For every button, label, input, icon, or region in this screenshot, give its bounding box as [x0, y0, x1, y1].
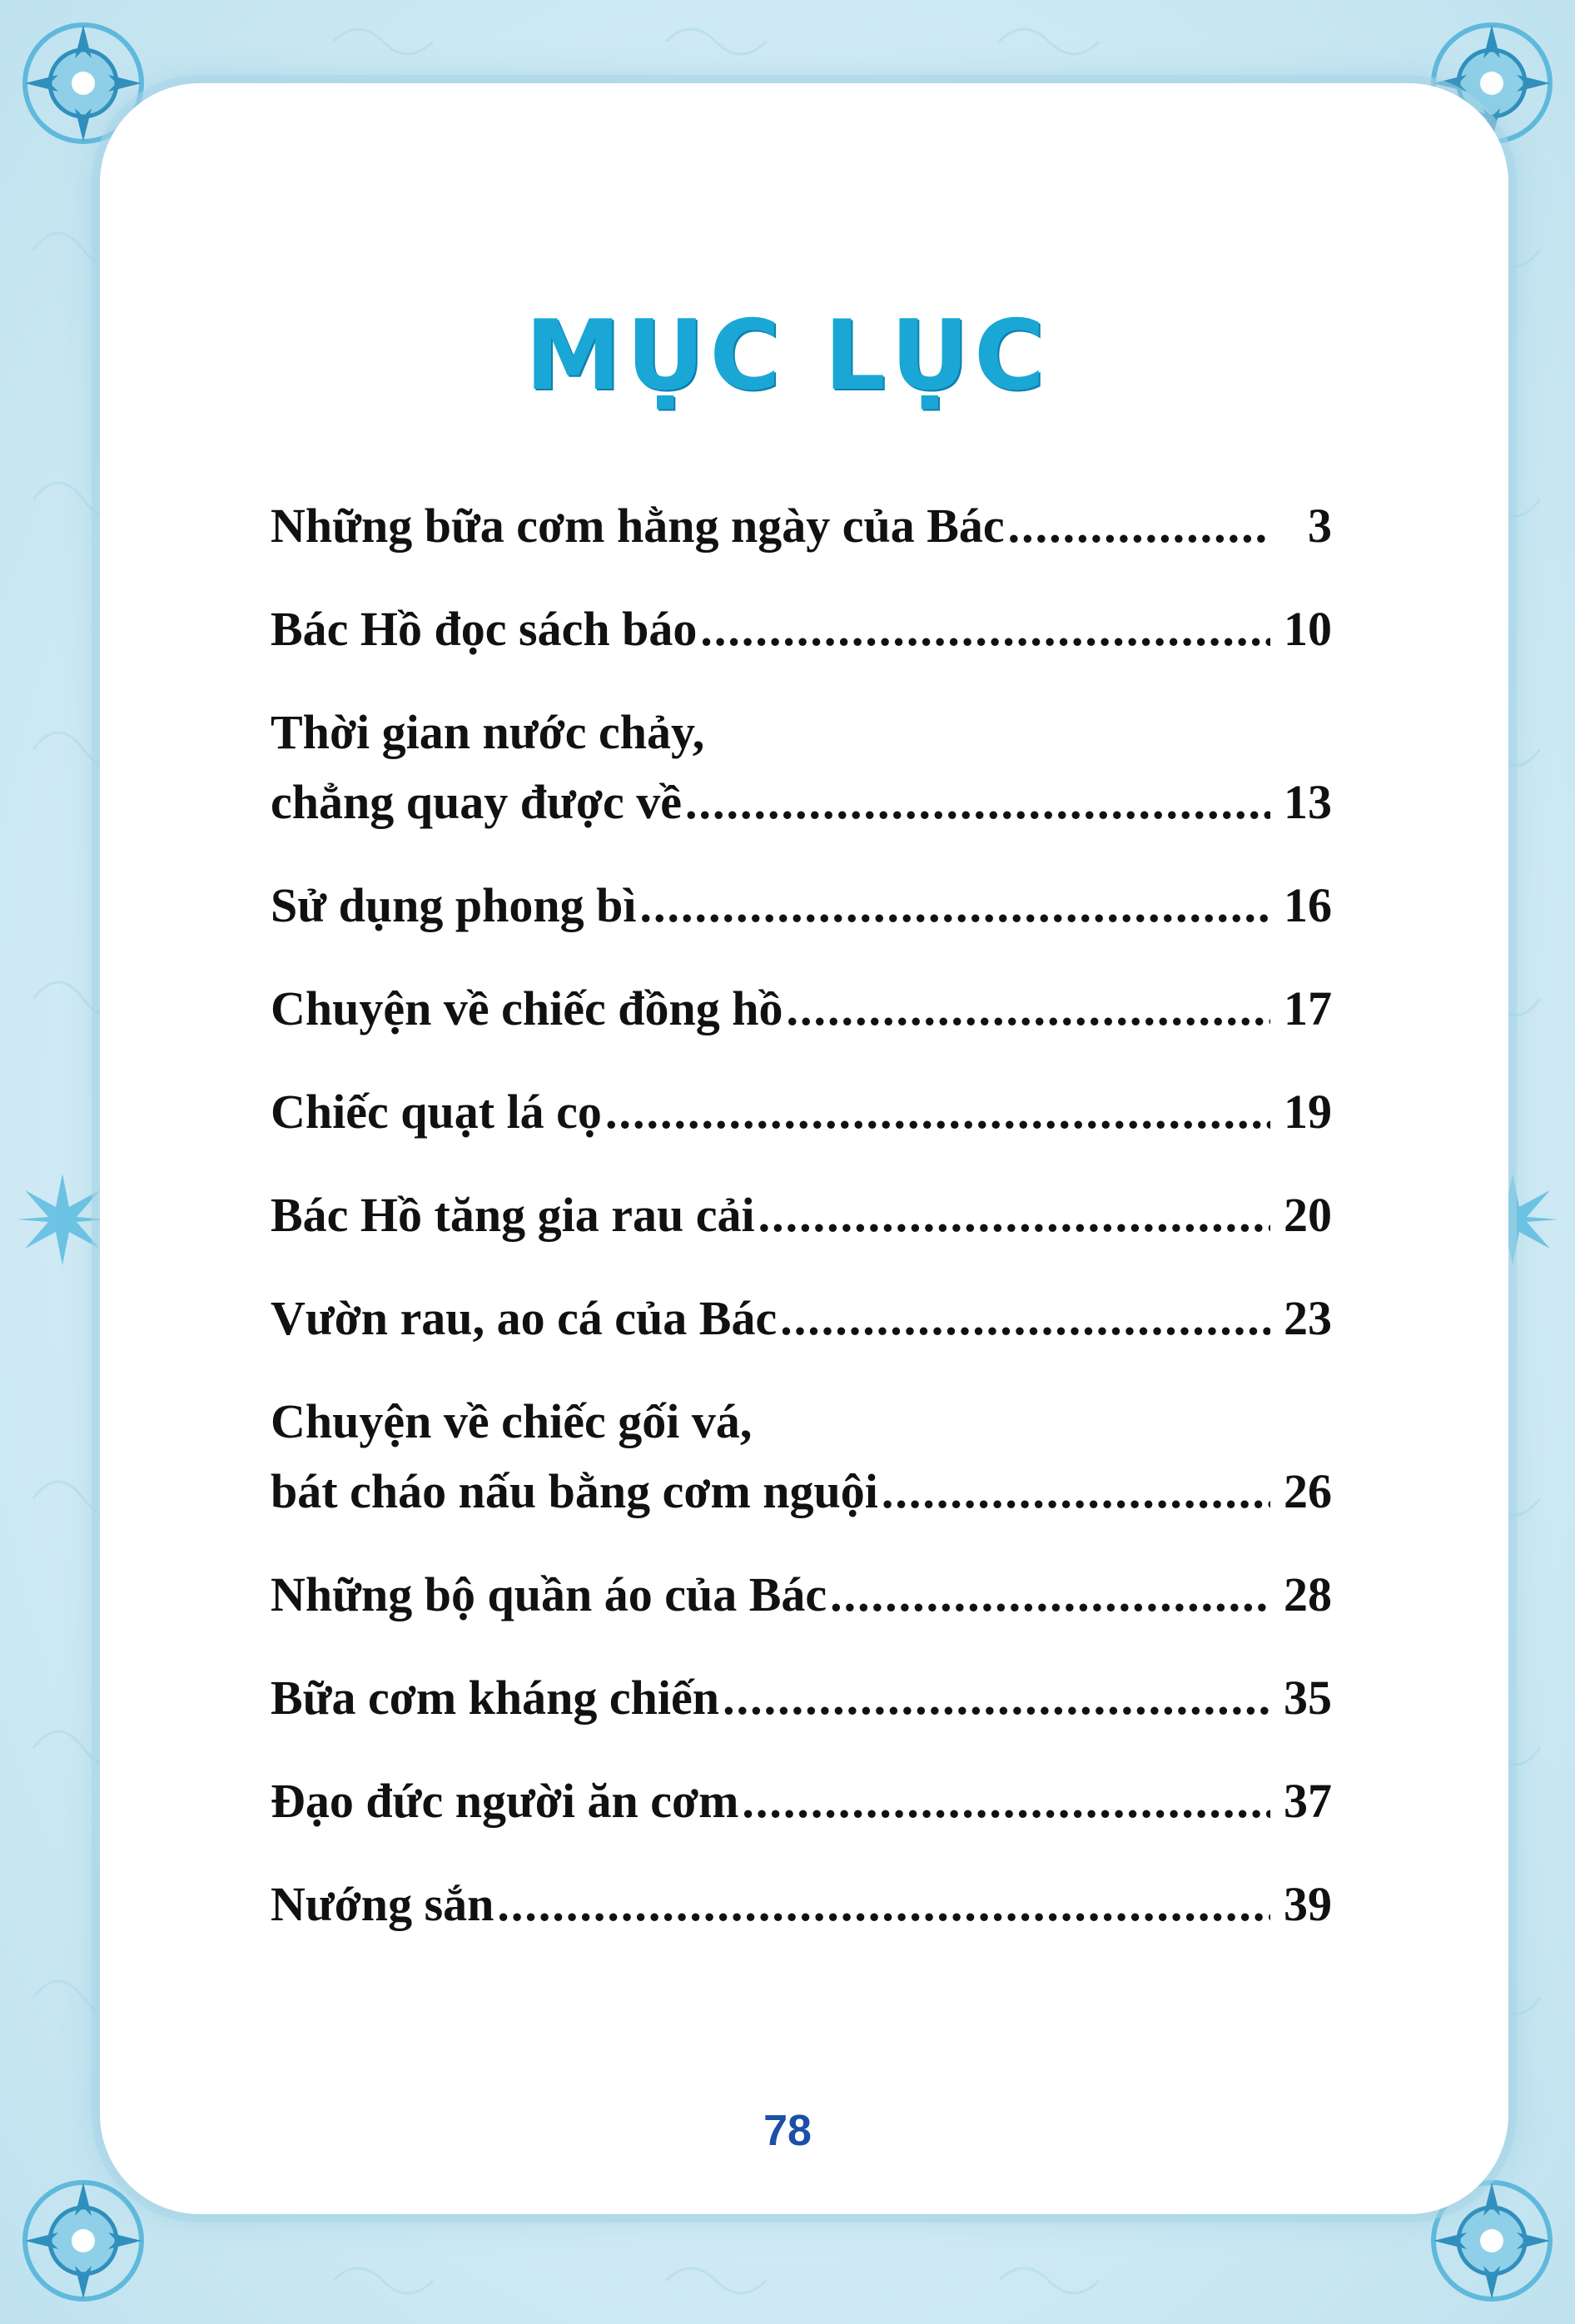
toc-entry: [271, 871, 1332, 941]
toc-entry-page: 16: [1284, 878, 1332, 932]
toc-dot-leader: [1008, 491, 1270, 561]
toc-entry-page: 28: [1284, 1567, 1332, 1621]
toc-entry: [271, 1560, 1332, 1630]
toc-entry-page: 23: [1284, 1291, 1332, 1345]
toc-entry-page: 13: [1284, 775, 1332, 829]
toc-entry-line: [271, 1077, 1332, 1147]
toc-entry-line: [271, 1284, 1332, 1353]
toc-entry-title: Sử dụng phong bì: [271, 878, 637, 932]
toc-dot-leader: [700, 594, 1270, 664]
toc-entry-title: Những bữa cơm hằng ngày của Bác: [271, 499, 1005, 553]
toc-entry-title: Bác Hồ tăng gia rau cải: [271, 1188, 755, 1242]
toc-entry: [271, 1077, 1332, 1147]
toc-entry-line: [271, 1870, 1332, 1939]
toc-entry: [271, 594, 1332, 664]
toc-entry-page: 39: [1284, 1877, 1332, 1931]
page-number: 78: [763, 2107, 812, 2155]
toc-entry: [271, 1180, 1332, 1250]
toc-entry-title: Bác Hồ đọc sách báo: [271, 602, 698, 656]
toc-entry-title-line: Chuyện về chiếc gối vá,: [271, 1394, 753, 1448]
toc-entry-line: [271, 594, 1332, 664]
toc-entry: [271, 1387, 1332, 1527]
toc-entry-page: 19: [1284, 1085, 1332, 1139]
toc-entry-page: 35: [1284, 1671, 1332, 1725]
table-of-contents: [271, 491, 1332, 1973]
toc-dot-leader: [605, 1077, 1270, 1147]
toc-entry-line: [271, 1663, 1332, 1733]
toc-entry-page: 26: [1284, 1464, 1332, 1518]
toc-dot-leader: [497, 1870, 1270, 1939]
toc-entry-line: [271, 1766, 1332, 1836]
toc-entry-line: [271, 871, 1332, 941]
toc-entry-line: [271, 974, 1332, 1044]
toc-entry-page: 10: [1284, 602, 1332, 656]
toc-entry-line: [271, 1180, 1332, 1250]
toc-entry-title: Nướng sắn: [271, 1877, 494, 1931]
toc-entry: [271, 1284, 1332, 1353]
toc-dot-leader: [639, 871, 1270, 941]
toc-entry-title-line: Thời gian nước chảy,: [271, 705, 705, 759]
toc-entry-page: 37: [1284, 1774, 1332, 1828]
star-ornament-icon: [17, 1174, 108, 1265]
toc-entry-title: bát cháo nấu bằng cơm nguội: [271, 1464, 878, 1518]
toc-entry-title: Vườn rau, ao cá của Bác: [271, 1291, 778, 1345]
toc-entry-page: 17: [1284, 981, 1332, 1035]
toc-entry: [271, 1766, 1332, 1836]
toc-dot-leader: [787, 974, 1270, 1044]
page-title: MỤC LỤC: [524, 300, 1051, 412]
toc-entry-title: Những bộ quần áo của Bác: [271, 1567, 827, 1621]
toc-entry-page: 3: [1308, 499, 1332, 553]
toc-entry: [271, 491, 1332, 561]
toc-dot-leader: [742, 1766, 1270, 1836]
toc-dot-leader: [780, 1284, 1270, 1353]
toc-entry-title: Bữa cơm kháng chiến: [271, 1671, 720, 1725]
toc-entry: [271, 974, 1332, 1044]
toc-entry-line: [271, 767, 1332, 837]
toc-dot-leader: [723, 1663, 1270, 1733]
toc-entry-line: [271, 491, 1332, 561]
toc-entry: [271, 1663, 1332, 1733]
toc-entry-title: chẳng quay được về: [271, 775, 682, 829]
toc-entry-title: Chuyện về chiếc đồng hồ: [271, 981, 783, 1035]
toc-entry-title: Đạo đức người ăn cơm: [271, 1774, 739, 1828]
toc-entry: [271, 698, 1332, 837]
toc-entry-title: Chiếc quạt lá cọ: [271, 1085, 602, 1139]
toc-entry: [271, 1870, 1332, 1939]
toc-dot-leader: [830, 1560, 1270, 1630]
toc-entry-line: [271, 1457, 1332, 1527]
toc-entry-page: 20: [1284, 1188, 1332, 1242]
toc-dot-leader: [758, 1180, 1270, 1250]
toc-entry-line: [271, 1560, 1332, 1630]
toc-dot-leader: [685, 767, 1270, 837]
toc-dot-leader: [882, 1457, 1270, 1527]
